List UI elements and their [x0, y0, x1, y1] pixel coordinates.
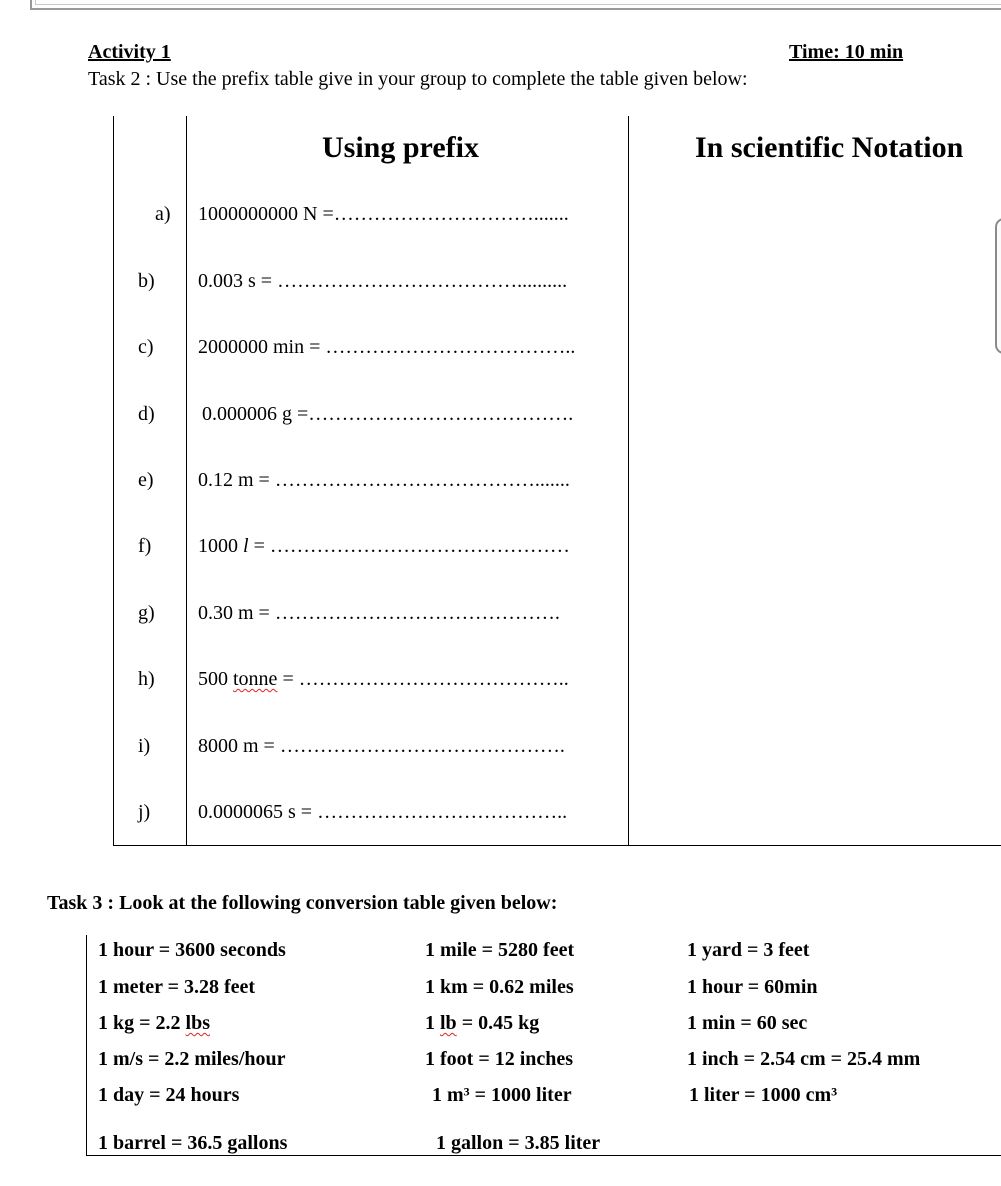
row-separator — [114, 248, 186, 249]
row-prefix-question[interactable]: 0.000006 g =…………………………………. — [202, 403, 574, 425]
row-prefix-question[interactable]: 1000 l = ……………………………………… — [198, 535, 570, 557]
conversion-item: 1 min = 60 sec — [687, 1012, 808, 1034]
row-prefix-question[interactable]: 0.0000065 s = ……………………………….. — [198, 801, 568, 823]
conversion-border-bottom — [86, 1155, 1001, 1156]
conversion-item: 1 lb = 0.45 kg — [425, 1012, 540, 1034]
conversion-item: 1 m/s = 2.2 miles/hour — [98, 1048, 286, 1070]
row-separator — [114, 182, 186, 183]
row-separator — [114, 778, 186, 779]
conversion-item: 1 yard = 3 feet — [687, 939, 810, 961]
row-separator — [114, 712, 186, 713]
conversion-item: 1 foot = 12 inches — [425, 1048, 574, 1070]
spellcheck-underlined-word: lbs — [185, 1012, 210, 1034]
column-header-scientific-notation: In scientific Notation — [695, 131, 964, 164]
conversion-item: 1 km = 0.62 miles — [425, 976, 574, 998]
row-separator — [114, 645, 186, 646]
conversion-item: 1 inch = 2.54 cm = 25.4 mm — [687, 1048, 921, 1070]
row-prefix-question[interactable]: 1000000000 N =…………………………....... — [198, 203, 569, 225]
time-limit: Time: 10 min — [789, 41, 904, 63]
row-prefix-question[interactable]: 2000000 min = ……………………………….. — [198, 336, 576, 358]
unit-symbol-liter: l — [243, 535, 249, 557]
conversion-item: 1 day = 24 hours — [98, 1084, 240, 1106]
column-header-using-prefix: Using prefix — [322, 131, 479, 164]
row-label: e) — [138, 469, 154, 491]
row-separator — [114, 380, 186, 381]
task3-title: Task 3 : Look at the following conversion table given below: — [47, 892, 558, 914]
activity-title: Activity 1 — [88, 41, 171, 63]
row-label: h) — [138, 668, 155, 690]
row-prefix-question[interactable]: 500 tonne = ………………………………….. — [198, 668, 569, 690]
table-divider-2 — [628, 116, 629, 846]
row-separator — [114, 579, 186, 580]
spellcheck-underlined-word: lb — [440, 1012, 457, 1034]
row-label: f) — [138, 535, 152, 557]
row-prefix-question[interactable]: 0.30 m = ……………………………………. — [198, 602, 560, 624]
row-label: b) — [138, 270, 155, 292]
row-label: d) — [138, 403, 155, 425]
conversion-item: 1 meter = 3.28 feet — [98, 976, 256, 998]
row-prefix-question[interactable]: 0.12 m = …………………………………....... — [198, 469, 570, 491]
row-separator — [114, 447, 186, 448]
side-scroll-handle[interactable] — [995, 218, 1001, 354]
table-border-left — [113, 116, 114, 846]
spellcheck-underlined-word: tonne — [233, 668, 278, 690]
row-prefix-question[interactable]: 0.003 s = ……………………………….......... — [198, 270, 568, 292]
conversion-border-left — [86, 935, 87, 1156]
conversion-item: 1 hour = 3600 seconds — [98, 939, 286, 961]
row-label: j) — [138, 801, 151, 823]
table-divider-1 — [186, 116, 187, 846]
conversion-item: 1 mile = 5280 feet — [425, 939, 575, 961]
conversion-item: 1 gallon = 3.85 liter — [436, 1132, 601, 1154]
row-separator — [114, 314, 186, 315]
conversion-item: 1 liter = 1000 cm³ — [689, 1084, 838, 1106]
row-prefix-question[interactable]: 8000 m = ……………………………………. — [198, 735, 565, 757]
row-separator — [114, 513, 186, 514]
conversion-item: 1 barrel = 36.5 gallons — [98, 1132, 288, 1154]
task2-instruction: Task 2 : Use the prefix table give in your group to complete the table given below: — [88, 68, 748, 90]
page-frame-line-inner — [35, 0, 1001, 5]
row-label: c) — [138, 336, 154, 358]
table-border-bottom — [113, 845, 1001, 846]
conversion-item: 1 kg = 2.2 lbs — [98, 1012, 210, 1034]
row-label: i) — [138, 735, 151, 757]
row-label: a) — [155, 203, 171, 225]
row-label: g) — [138, 602, 155, 624]
conversion-item: 1 hour = 60min — [687, 976, 818, 998]
conversion-item: 1 m³ = 1000 liter — [432, 1084, 572, 1106]
